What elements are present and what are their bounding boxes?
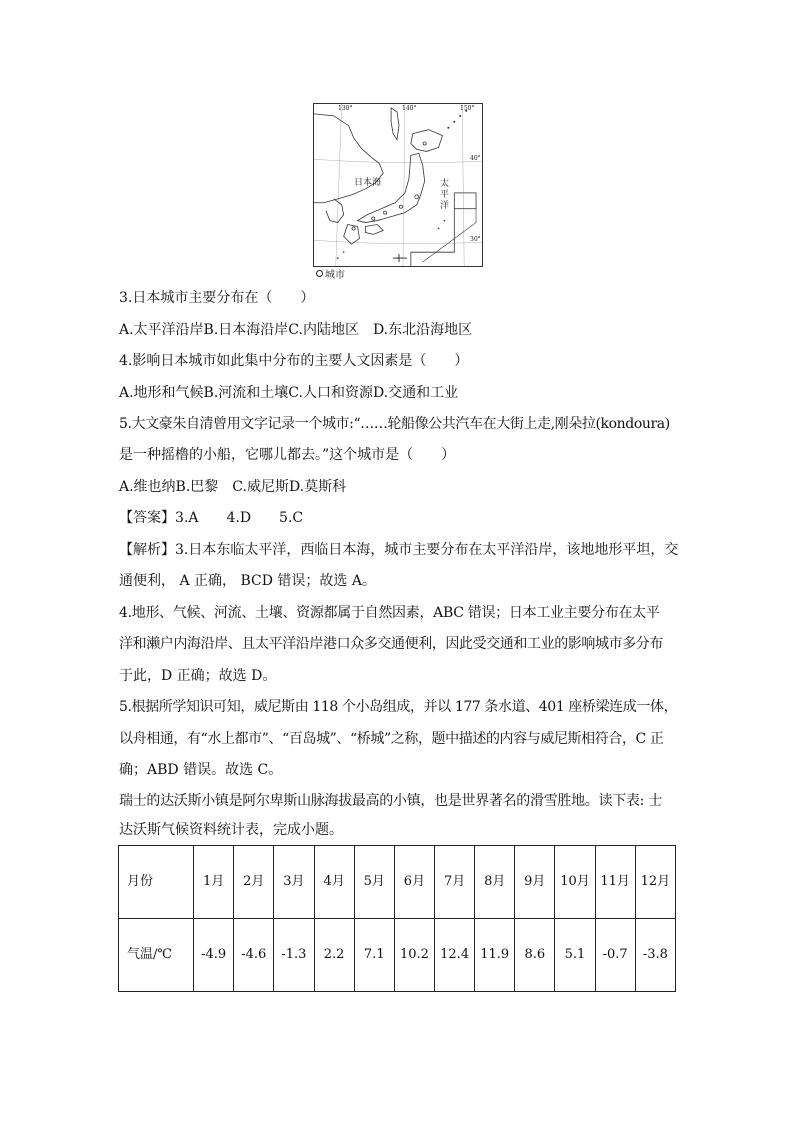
analysis-4-line-1: 4.地形、气候、河流、土壤、资源都属于自然因素，ABC 错误；日本工业主要分布在太平 bbox=[119, 605, 660, 621]
analysis-3-line-1 bbox=[119, 540, 679, 560]
table-cell-temp: -0.7 bbox=[595, 919, 635, 992]
japan-map bbox=[313, 103, 483, 267]
table-cell-month: 6月 bbox=[394, 846, 434, 919]
analysis-5-line-3: 确；ABD 错误。故选 C。 bbox=[119, 762, 283, 778]
table-cell-temp: 12.4 bbox=[435, 919, 475, 992]
analysis-4-line-3: 于此，D 正确；故选 D。 bbox=[119, 668, 277, 684]
analysis-4-line-2: 洋和濑户内海沿岸、且太平洋沿岸港口众多交通便利，因此受交通和工业的影响城市多分布 bbox=[119, 636, 663, 652]
table-cell-temp: -4.9 bbox=[194, 919, 234, 992]
table-cell-month: 5月 bbox=[354, 846, 394, 919]
question-5-options: A.维也纳B.巴黎 C.威尼斯D.莫斯科 bbox=[119, 479, 347, 495]
table-cell-month: 8月 bbox=[475, 846, 515, 919]
davos-climate-table bbox=[118, 845, 676, 992]
question-4-options: A.地形和气候B.河流和土壤C.人口和资源D.交通和工业 bbox=[119, 385, 459, 401]
table-cell-temp: -1.3 bbox=[274, 919, 314, 992]
table-cell-temp: 10.2 bbox=[394, 919, 434, 992]
table-cell-month: 12月 bbox=[635, 846, 675, 919]
legend-city-label: 城市 bbox=[325, 270, 345, 281]
table-cell-month: 1月 bbox=[194, 846, 234, 919]
question-5-line-2: 是一种摇橹的小船，它哪儿都去。”这个城市是（ ） bbox=[119, 447, 456, 463]
table-row-months bbox=[119, 846, 676, 919]
table-cell-temp: -4.6 bbox=[234, 919, 274, 992]
lon-label-140: 140° bbox=[402, 105, 417, 112]
table-cell-month: 3月 bbox=[274, 846, 314, 919]
table-cell-month: 9月 bbox=[515, 846, 555, 919]
japan-map-drawing bbox=[314, 104, 482, 266]
table-cell-temp: -3.8 bbox=[635, 919, 675, 992]
table-cell-temp: 11.9 bbox=[475, 919, 515, 992]
question-3-options: A.太平洋沿岸B.日本海沿岸C.内陆地区 D.东北沿海地区 bbox=[119, 322, 473, 338]
table-cell-temp: 2.2 bbox=[314, 919, 354, 992]
map-legend bbox=[316, 266, 345, 281]
table-header-month: 月份 bbox=[119, 846, 194, 919]
lon-label-130: 130° bbox=[338, 105, 353, 112]
table-cell-month: 2月 bbox=[234, 846, 274, 919]
lat-label-40: 40° bbox=[470, 155, 481, 162]
lat-label-30: 30° bbox=[470, 236, 481, 243]
analysis-3-line-2: 通便利， A 正确， BCD 错误；故选 A。 bbox=[119, 573, 376, 589]
intro-line-2: 达沃斯气候资料统计表，完成小题。 bbox=[119, 822, 343, 838]
city-marker-icon bbox=[316, 270, 323, 277]
table-header-temperature: 气温/℃ bbox=[119, 919, 194, 992]
answer-text: 3.A 4.D 5.C bbox=[175, 510, 304, 526]
table-cell-month: 10月 bbox=[555, 846, 595, 919]
table-cell-month: 11月 bbox=[595, 846, 635, 919]
table-cell-temp: 8.6 bbox=[515, 919, 555, 992]
label-pacific-ocean: 太平洋 bbox=[440, 179, 450, 211]
question-3: 3.日本城市主要分布在（ ） bbox=[119, 290, 315, 306]
table-cell-month: 4月 bbox=[314, 846, 354, 919]
intro-line-1: 瑞士的达沃斯小镇是阿尔卑斯山脉海拔最高的小镇，也是世界著名的滑雪胜地。读下表: 士 bbox=[119, 793, 662, 809]
question-4: 4.影响日本城市如此集中分布的主要人文因素是（ ） bbox=[119, 353, 469, 369]
lon-label-150: 150° bbox=[460, 105, 475, 112]
table-cell-temp: 7.1 bbox=[354, 919, 394, 992]
answer-label: 【答案】 bbox=[119, 510, 175, 526]
question-5-line-1: 5.大文豪朱自清曾用文字记录一个城市:“……轮船像公共汽车在大街上走,刚朵拉(kondoura) bbox=[119, 416, 670, 432]
analysis-label: 【解析】 bbox=[119, 542, 175, 558]
answer-line bbox=[119, 508, 679, 528]
table-row-temperature bbox=[119, 919, 676, 992]
table-cell-month: 7月 bbox=[435, 846, 475, 919]
table-cell-temp: 5.1 bbox=[555, 919, 595, 992]
analysis-3-text: 3.日本东临太平洋，西临日本海，城市主要分布在太平洋沿岸，该地地形平坦，交 bbox=[175, 542, 679, 558]
label-sea-of-japan: 日本海 bbox=[354, 178, 382, 188]
analysis-5-line-1: 5.根据所学知识可知，威尼斯由 118 个小岛组成，并以 177 条水道、401 座桥梁连成一体， bbox=[119, 699, 678, 715]
analysis-5-line-2: 以舟相通，有“水上都市”、“百岛城”、“桥城”之称，题中描述的内容与威尼斯相符合，C 正 bbox=[119, 731, 664, 747]
